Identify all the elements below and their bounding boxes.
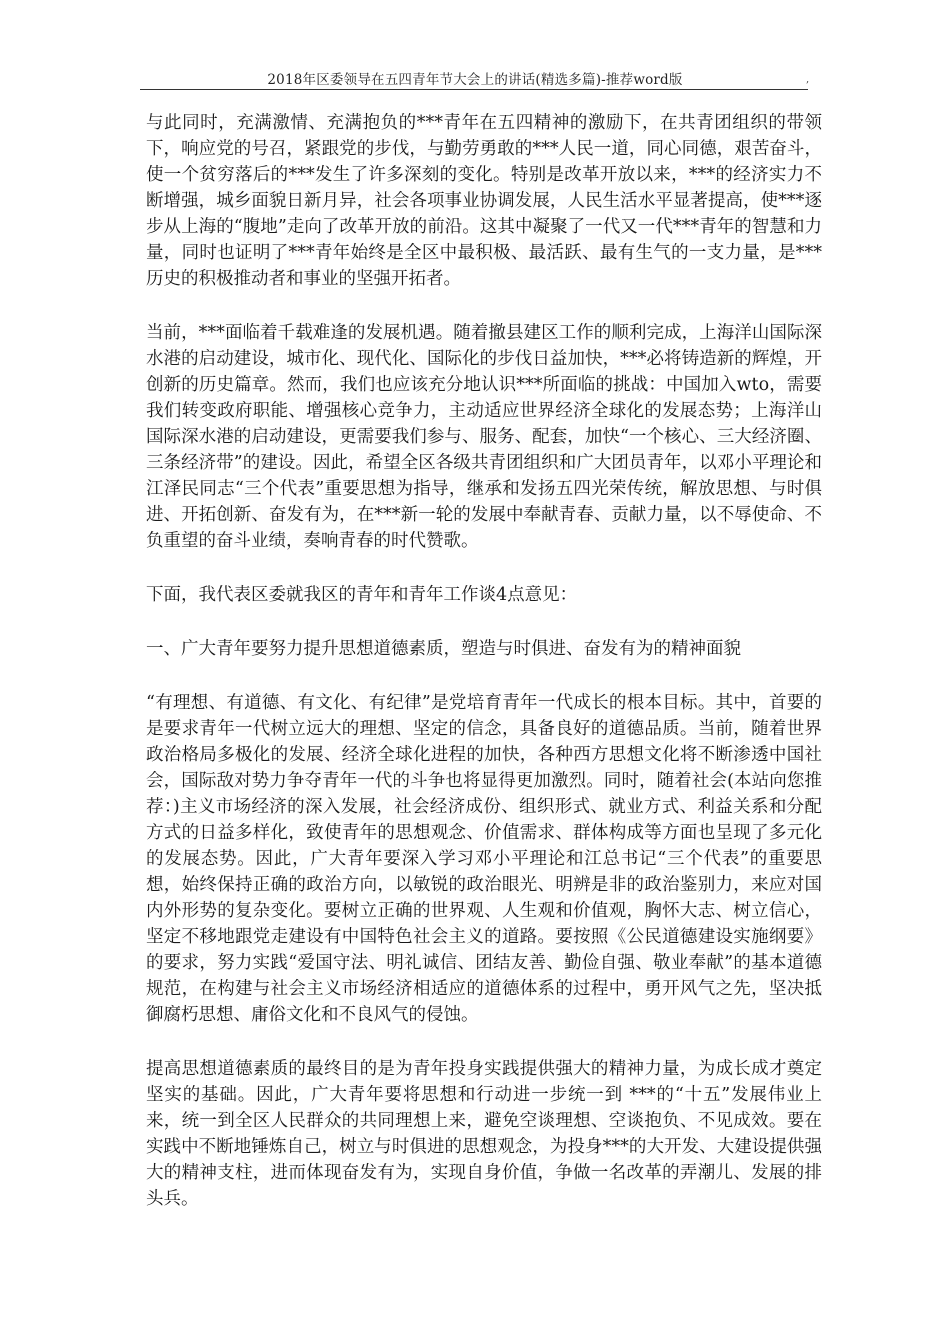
paragraph-current-opportunities: 当前，***面临着千载难逢的发展机遇。随着撤县建区工作的顺利完成，上海洋山国际深水港的启动建设，城市化、现代化、国际化的步伐日益加快，***必将铸造新的辉煌，开创新的历史篇章。然而，我们也应该充分地认识***所面临的挑战：中国加入wto，需要我们转变政府职能、增强核心竞争力，主动适应世界经济全球化的发展态势；上海洋山国际深水港的启动建设，更需要我们参与、服务、配套，加快“一个核心、三大经济圈、三条经济带”的建设。因此，希望全区各级共青团组织和广大团员青年，以邓小平理论和江泽民同志“三个代表”重要思想为指导，继承和发扬五四光荣传统，解放思想、与时俱进、开拓创新、奋发有为，在***新一轮的发展中奉献青春、贡献力量，以不辱使命、不负重望的奋斗业绩，奏响青春的时代赞歌。 (146, 323, 822, 551)
paragraph-four-points-intro: 下面，我代表区委就我区的青年和青年工作谈4点意见： (146, 585, 578, 605)
paragraph-intro-youth-history: 与此同时，充满激情、充满抱负的***青年在五四精神的激励下，在共青团组织的带领下，响应党的号召，紧跟党的步伐，与勤劳勇敢的***人民一道，同心同德，艰苦奋斗，使一个贫穷落后的***发生了许多深刻的变化。特别是改革开放以来，***的经济实力不断增强，城乡面貌日新月异，社会各项事业协调发展，人民生活水平显著提高，使***逐步从上海的“腹地”走向了改革开放的前沿。这其中凝聚了一代又一代***青年的智慧和力量，同时也证明了***青年始终是全区中最积极、最活跃、最有生气的一支力量，是***历史的积极推动者和事业的坚强开拓者。 (146, 113, 822, 289)
paragraph-practice-goal: 提高思想道德素质的最终目的是为青年投身实践提供强大的精神力量，为成长成才奠定坚实的基础。因此，广大青年要将思想和行动进一步统一到 ***的“十五”发展伟业上来，统一到全区人民群众的共同理想上来，避免空谈理想、空谈抱负、不见成效。要在实践中不断地锤炼自己，树立与时俱进的思想观念，为投身***的大开发、大建设提供强大的精神支柱，进而体现奋发有为，实现自身价值，争做一名改革的弄潮儿、发展的排头兵。 (146, 1059, 822, 1209)
section-heading-1: 一、广大青年要努力提升思想道德素质，塑造与时俱进、奋发有为的精神面貌 (146, 639, 741, 659)
paragraph-ideals-morality: “有理想、有道德、有文化、有纪律”是党培育青年一代成长的根本目标。其中，首要的是要求青年一代树立远大的理想、坚定的信念，具备良好的道德品质。当前，随着世界政治格局多极化的发展、经济全球化进程的加快，各种西方思想文化将不断渗透中国社会，国际敌对势力争夺青年一代的斗争也将显得更加激烈。同时，随着社会(本站向您推荐：)主义市场经济的深入发展，社会经济成份、组织形式、就业方式、利益关系和分配方式的日益多样化，致使青年的思想观念、价值需求、群体构成等方面也呈现了多元化的发展态势。因此，广大青年要深入学习邓小平理论和江总书记“三个代表”的重要思想，始终保持正确的政治方向，以敏锐的政治眼光、明辨是非的政治鉴别力，来应对国内外形势的复杂变化。要树立正确的世界观、人生观和价值观，胸怀大志、树立信心，坚定不移地跟党走建设有中国特色社会主义的道路。要按照《公民道德建设实施纲要》的要求，努力实践“爱国守法、明礼诚信、团结友善、勤俭自强、敬业奉献”的基本道德规范，在构建与社会主义市场经济相适应的道德体系的过程中，勇开风气之先，坚决抵御腐朽思想、庸俗文化和不良风气的侵蚀。 (146, 693, 822, 1025)
document-body (146, 110, 822, 1240)
header-trailing-mark: , (806, 74, 810, 85)
document-title: 2018年区委领导在五四青年节大会上的讲话(精选多篇)-推荐word版 (267, 72, 683, 88)
header-divider (140, 89, 808, 90)
page-header (0, 64, 950, 92)
